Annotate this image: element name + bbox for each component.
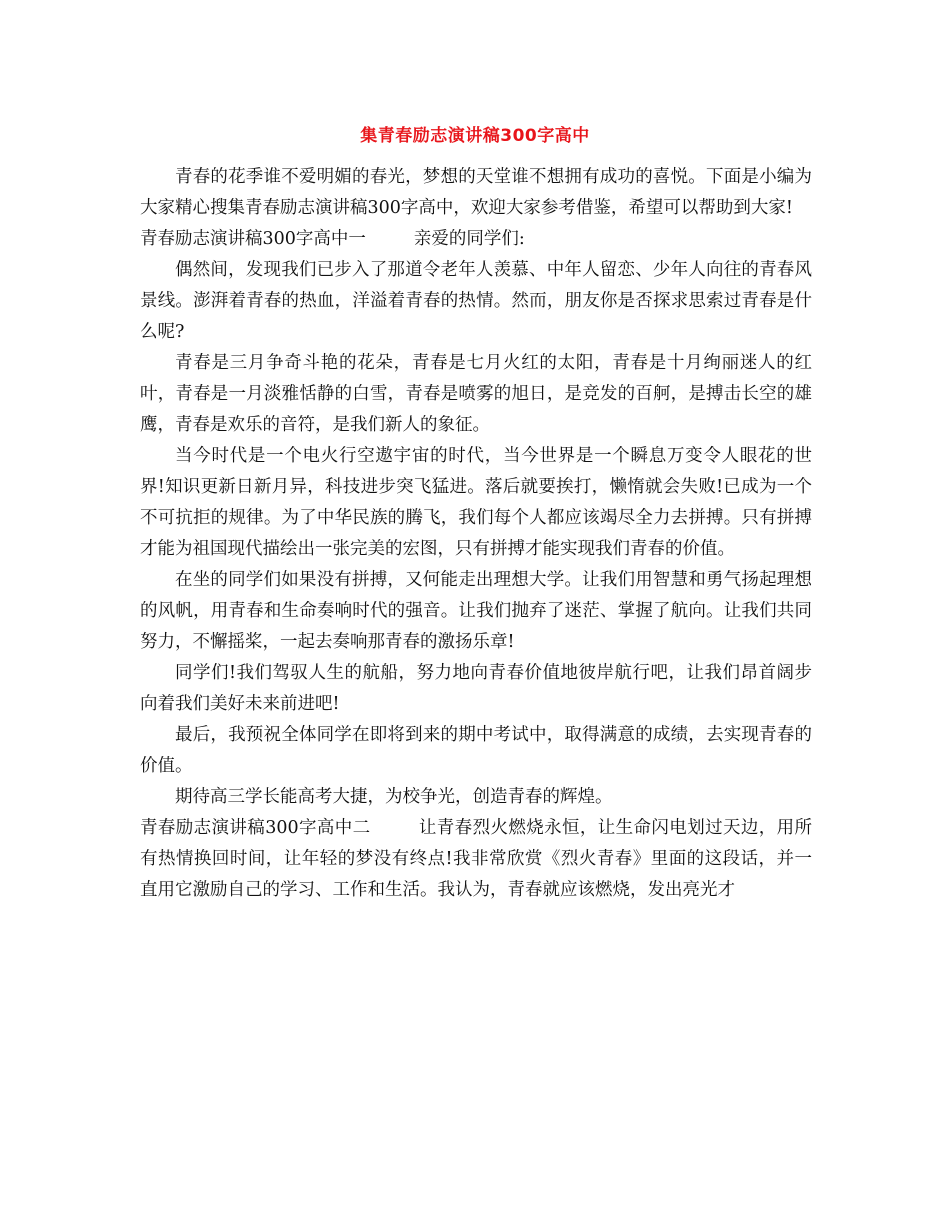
section1-paragraph: 最后，我预祝全体同学在即将到来的期中考试中，取得满意的成绩，去实现青春的价值。: [140, 725, 812, 776]
section1-paragraph: 当今时代是一个电火行空遨宇宙的时代，当今世界是一个瞬息万变令人眼花的世界!知识更新日新月异，科技进步突飞猛进。落后就要挨打，懒惰就会失败!已成为一个不可抗拒的规律。为了中华民族的腾飞，我们每个人都应该竭尽全力去拼搏。只有拼搏才能为祖国现代描绘出一张完美的宏图，只有拼搏才能实现我们青春的价值。: [140, 446, 812, 559]
document-title: 集青春励志演讲稿300字高中: [360, 126, 590, 146]
section1-paragraph: 在坐的同学们如果没有拼搏，又何能走出理想大学。让我们用智慧和勇气扬起理想的风帆，用青春和生命奏响时代的强音。让我们抛弃了迷茫、掌握了航向。让我们共同努力，不懈摇桨，一起去奏响那青春的激扬乐章!: [140, 570, 812, 652]
section1-heading-line: [140, 224, 812, 255]
section1-paragraph: 期待高三学长能高考大捷，为校争光，创造青春的辉煌。: [175, 787, 613, 807]
section1-greeting: 亲爱的同学们:: [413, 229, 525, 249]
section1-paragraph: 同学们!我们驾驭人生的航船，努力地向青春价值地彼岸航行吧，让我们昂首阔步向着我们美好未来前进吧!: [140, 663, 812, 714]
section1-heading: 青春励志演讲稿300字高中一: [140, 229, 366, 249]
section1-paragraph: 青春是三月争奇斗艳的花朵，青春是七月火红的太阳，青春是十月绚丽迷人的红叶，青春是一月淡雅恬静的白雪，青春是喷雾的旭日，是竞发的百舸，是搏击长空的雄鹰，青春是欢乐的音符，是我们新人的象征。: [140, 353, 812, 435]
intro-paragraph: 青春的花季谁不爱明媚的春光，梦想的天堂谁不想拥有成功的喜悦。下面是小编为大家精心搜集青春励志演讲稿300字高中，欢迎大家参考借鉴，希望可以帮助到大家!: [140, 167, 812, 218]
document-body: [140, 162, 812, 906]
section2-paragraph: [140, 813, 812, 906]
section2-text: 让青春烈火燃烧永恒，让生命闪电划过天边，用所有热情换回时间，让年轻的梦没有终点!我非常欣赏《烈火青春》里面的这段话，并一直用它激励自己的学习、工作和生活。我认为，青春就应该燃烧，发出亮光才: [140, 818, 813, 900]
section2-heading: 青春励志演讲稿300字高中二: [140, 818, 371, 838]
section1-paragraph: 偶然间，发现我们已步入了那道令老年人羡慕、中年人留恋、少年人向往的青春风景线。澎湃着青春的热血，洋溢着青春的热情。然而，朋友你是否探求思索过青春是什么呢?: [140, 260, 812, 342]
